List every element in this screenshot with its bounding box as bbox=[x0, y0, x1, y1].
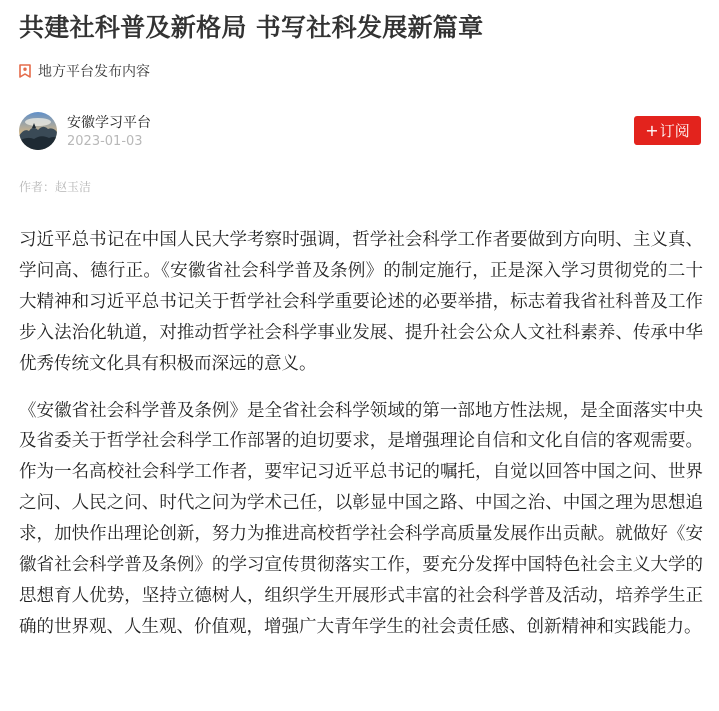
article-paragraph: 习近平总书记在中国人民大学考察时强调，哲学社会科学工作者要做到方向明、主义真、学问高、德行正。《安徽省社会科学普及条例》的制定施行，正是深入学习贯彻党的二十大精神和习近平总书记关于哲学社会科学重要论述的必要举措，标志着我省社科普及工作步入法治化轨道，对推动哲学社会科学事业发展、提升社会公众人文社科素养、传承中华优秀传统文化具有积极而深远的意义。 bbox=[19, 230, 703, 374]
source-label: 地方平台发布内容 bbox=[38, 64, 150, 80]
avatar[interactable] bbox=[19, 112, 57, 150]
source-tag bbox=[19, 60, 150, 82]
author-line: 作者：赵玉洁 bbox=[19, 180, 92, 194]
publisher-row bbox=[19, 112, 701, 152]
subscribe-label: 订阅 bbox=[659, 122, 690, 140]
article-title: 共建社科普及新格局 书写社科发展新篇章 bbox=[19, 13, 484, 42]
article-paragraph: 《安徽省社会科学普及条例》是全省社会科学领域的第一部地方性法规，是全面落实中央及省委关于哲学社会科学工作部署的迫切要求，是增强理论自信和文化自信的客观需要。作为一名高校社会科学工作者，要牢记习近平总书记的嘱托，自觉以回答中国之问、世界之问、人民之问、时代之问为学术己任，以彰显中国之路、中国之治、中国之理为思想追求，加快作出理论创新，努力为推进高校哲学社会科学高质量发展作出贡献。就做好《安徽省社会科学普及条例》的学习宣传贯彻落实工作，要充分发挥中国特色社会主义大学的思想育人优势，坚持立德树人，组织学生开展形式丰富的社会科学普及活动，培养学生正确的世界观、人生观、价值观，增强广大青年学生的社会责任感、创新精神和实践能力。 bbox=[19, 400, 703, 637]
bookmark-badge-icon bbox=[19, 64, 31, 78]
article-body bbox=[19, 225, 703, 659]
landscape-avatar-icon bbox=[19, 112, 57, 150]
publish-date: 2023-01-03 bbox=[67, 134, 143, 149]
subscribe-button[interactable] bbox=[634, 116, 701, 145]
plus-icon: + bbox=[645, 121, 659, 140]
publisher-name[interactable]: 安徽学习平台 bbox=[67, 115, 151, 131]
